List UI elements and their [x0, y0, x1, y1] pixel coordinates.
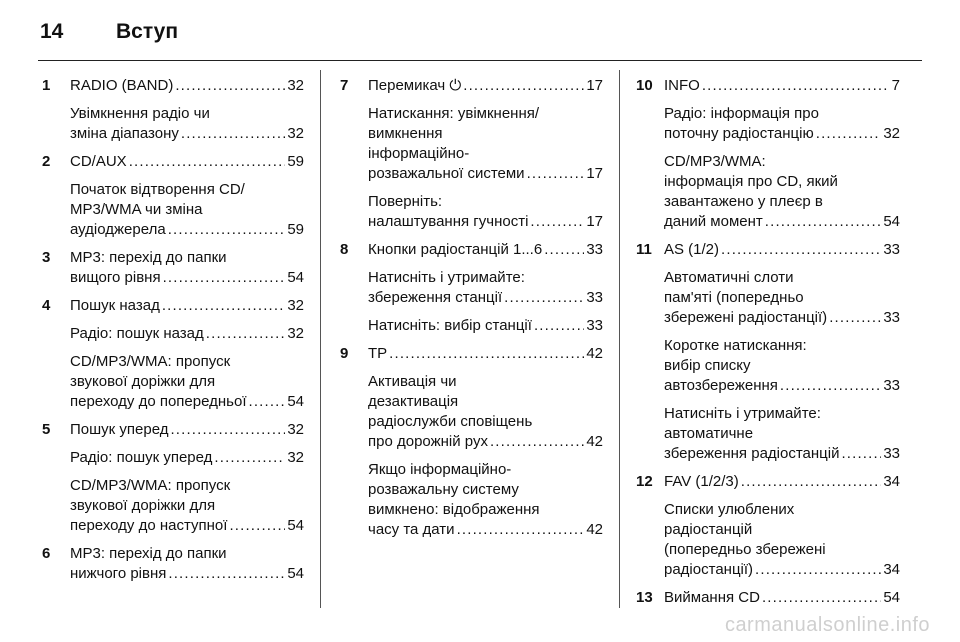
item-text: пам'яті (попередньо	[664, 289, 804, 306]
toc-item[interactable]	[70, 352, 304, 412]
toc-item[interactable]	[70, 448, 304, 468]
page-ref: 33	[883, 309, 900, 326]
item-text: збереження станції	[368, 289, 503, 306]
toc-entry	[42, 248, 304, 288]
toc-entry	[42, 544, 304, 584]
item-text: автоматичне	[664, 425, 754, 442]
page-title: Вступ	[116, 20, 179, 43]
dot-leader	[129, 152, 286, 172]
dot-leader	[463, 76, 584, 96]
toc-item[interactable]	[664, 104, 900, 144]
dot-leader	[829, 308, 881, 328]
toc-item[interactable]	[70, 152, 304, 172]
item-text: Перемикач ⏻	[368, 77, 462, 94]
item-text: Натисніть і утримайте:	[368, 269, 525, 286]
dot-leader	[702, 76, 890, 96]
page-ref: 33	[586, 289, 603, 306]
dot-leader	[741, 472, 882, 492]
page-ref: 59	[287, 153, 304, 170]
page-ref: 17	[586, 213, 603, 230]
entry-number: 5	[42, 421, 51, 438]
item-text: CD/MP3/WMA: пропуск	[70, 477, 231, 494]
page-ref: 32	[883, 125, 900, 142]
item-text: збереження радіостанцій	[664, 445, 840, 462]
entry-number: 3	[42, 249, 51, 266]
dot-leader	[389, 344, 584, 364]
toc-item[interactable]	[70, 296, 304, 316]
toc-item[interactable]	[664, 588, 900, 608]
toc-item[interactable]	[70, 76, 304, 96]
page-ref: 42	[586, 433, 603, 450]
page-ref: 34	[883, 561, 900, 578]
page-ref: 42	[586, 521, 603, 538]
item-text: завантажено у плеєр в	[664, 193, 823, 210]
dot-leader	[168, 564, 285, 584]
toc-item[interactable]	[664, 404, 900, 464]
item-text: TP	[368, 345, 388, 362]
toc-item[interactable]	[368, 460, 603, 540]
toc-item[interactable]	[664, 152, 900, 232]
item-text: радіослужби сповіщень	[368, 413, 533, 430]
entry-number: 12	[636, 473, 653, 490]
toc-item[interactable]	[70, 476, 304, 536]
page-ref: 33	[586, 241, 603, 258]
item-text: Початок відтворення CD/	[70, 181, 245, 198]
dot-leader	[229, 516, 285, 536]
item-text: Натисніть: вибір станції	[368, 317, 532, 334]
item-text: звукової доріжки для	[70, 497, 216, 514]
item-text: (попередньо збережені	[664, 541, 826, 558]
toc-entry	[42, 76, 304, 144]
toc-item[interactable]	[664, 240, 900, 260]
item-text: Радіо: інформація про	[664, 105, 819, 122]
item-text: часу та дати	[368, 521, 455, 538]
item-text: вищого рівня	[70, 269, 161, 286]
entry-number: 7	[340, 77, 349, 94]
entry-number: 13	[636, 589, 653, 606]
dot-leader	[249, 392, 286, 412]
page-ref: 33	[883, 445, 900, 462]
dot-leader	[504, 288, 584, 308]
dot-leader	[457, 520, 585, 540]
item-text: MP3/WMA чи зміна	[70, 201, 203, 218]
item-text: Якщо інформаційно-	[368, 461, 512, 478]
toc-entry	[636, 588, 900, 608]
dot-leader	[544, 240, 584, 260]
dot-leader	[181, 124, 285, 144]
item-text: Активація чи	[368, 373, 457, 390]
dot-leader	[175, 76, 285, 96]
dot-leader	[534, 316, 584, 336]
dot-leader	[765, 212, 882, 232]
page-ref: 17	[586, 165, 603, 182]
toc-item[interactable]	[664, 472, 900, 492]
item-text: про дорожній рух	[368, 433, 488, 450]
page-header	[38, 14, 922, 61]
toc-item[interactable]	[70, 180, 304, 240]
item-text: Радіо: пошук назад	[70, 325, 204, 342]
toc-item[interactable]	[368, 372, 603, 452]
item-text: переходу до попередньої	[70, 393, 247, 410]
toc-item[interactable]	[664, 500, 900, 580]
page-ref: 42	[586, 345, 603, 362]
item-text: CD/MP3/WMA:	[664, 153, 766, 170]
page-ref: 33	[586, 317, 603, 334]
item-text: нижчого рівня	[70, 565, 167, 582]
toc-item[interactable]	[664, 76, 900, 96]
dot-leader	[490, 432, 584, 452]
dot-leader	[755, 560, 881, 580]
toc-entry	[340, 240, 603, 336]
item-text: налаштування гучності	[368, 213, 529, 230]
page-ref: 54	[287, 565, 304, 582]
item-text: CD/AUX	[70, 153, 127, 170]
entry-number: 4	[42, 297, 51, 314]
page-ref: 7	[891, 77, 900, 94]
item-text: радіостанцій	[664, 521, 753, 538]
item-text: Поверніть:	[368, 193, 443, 210]
toc-entry	[636, 76, 900, 232]
item-text: RADIO (BAND)	[70, 77, 174, 94]
entry-number: 6	[42, 545, 51, 562]
toc-item[interactable]	[664, 336, 900, 396]
item-text: вимкнення	[368, 125, 443, 142]
item-text: звукової доріжки для	[70, 373, 216, 390]
item-text: Пошук назад	[70, 297, 160, 314]
page-ref: 54	[287, 269, 304, 286]
toc-item[interactable]	[70, 248, 304, 288]
dot-leader	[170, 420, 285, 440]
dot-leader	[162, 296, 285, 316]
item-text: аудіоджерела	[70, 221, 166, 238]
item-text: Увімкнення радіо чи	[70, 105, 210, 122]
toc-item[interactable]	[368, 268, 603, 308]
toc-column-3	[636, 76, 900, 616]
page-ref: 32	[287, 125, 304, 142]
page-ref: 54	[883, 213, 900, 230]
watermark: carmanualsonline.info	[724, 614, 930, 636]
page-number: 14	[40, 20, 64, 43]
item-text: Коротке натискання:	[664, 337, 807, 354]
entry-number: 2	[42, 153, 51, 170]
page-ref: 32	[287, 421, 304, 438]
toc-column-1	[42, 76, 304, 592]
dot-leader	[214, 448, 285, 468]
page-ref: 32	[287, 297, 304, 314]
dot-leader	[721, 240, 881, 260]
item-text: Натискання: увімкнення/	[368, 105, 540, 122]
page-ref: 17	[586, 77, 603, 94]
item-text: зміна діапазону	[70, 125, 179, 142]
toc-entry	[636, 240, 900, 464]
entry-number: 11	[636, 241, 652, 258]
page-ref: 32	[287, 449, 304, 466]
column-divider	[320, 70, 321, 608]
toc-item[interactable]	[70, 544, 304, 584]
item-text: Пошук уперед	[70, 421, 169, 438]
item-text: збережені радіостанції)	[664, 309, 828, 326]
dot-leader	[762, 588, 881, 608]
toc-item[interactable]	[368, 240, 603, 260]
item-text: CD/MP3/WMA: пропуск	[70, 353, 231, 370]
toc-entry	[636, 472, 900, 580]
toc-item[interactable]	[368, 316, 603, 336]
toc-item[interactable]	[664, 268, 900, 328]
item-text: розважальну систему	[368, 481, 519, 498]
item-text: вимкнено: відображення	[368, 501, 540, 518]
entry-number: 8	[340, 241, 349, 258]
entry-number: 10	[636, 77, 653, 94]
entry-number: 1	[42, 77, 51, 94]
item-text: поточну радіостанцію	[664, 125, 814, 142]
toc-item[interactable]	[368, 344, 603, 364]
item-text: MP3: перехід до папки	[70, 249, 227, 266]
toc-item[interactable]	[70, 420, 304, 440]
toc-item[interactable]	[368, 192, 603, 232]
item-text: Списки улюблених	[664, 501, 795, 518]
page-ref: 54	[287, 517, 304, 534]
page-ref: 59	[287, 221, 304, 238]
item-text: переходу до наступної	[70, 517, 228, 534]
toc-entry	[340, 344, 603, 540]
entry-number: 9	[340, 345, 349, 362]
page-ref: 32	[287, 325, 304, 342]
page-ref: 54	[287, 393, 304, 410]
item-text: вибір списку	[664, 357, 751, 374]
toc-item[interactable]	[70, 104, 304, 144]
page-ref: 33	[883, 377, 900, 394]
page-ref: 33	[883, 241, 900, 258]
toc-item[interactable]	[368, 76, 603, 96]
dot-leader	[163, 268, 286, 288]
item-text: MP3: перехід до папки	[70, 545, 227, 562]
toc-entry	[42, 296, 304, 412]
item-text: Натисніть і утримайте:	[664, 405, 821, 422]
item-text: дезактивація	[368, 393, 459, 410]
toc-entry	[42, 420, 304, 536]
toc-item[interactable]	[368, 104, 603, 184]
item-text: радіостанції)	[664, 561, 754, 578]
item-text: розважальної системи	[368, 165, 525, 182]
column-divider	[619, 70, 620, 608]
page-ref: 54	[883, 589, 900, 606]
item-text: Автоматичні слоти	[664, 269, 794, 286]
item-text: INFO	[664, 77, 700, 94]
toc-entry	[42, 152, 304, 240]
item-text: FAV (1/2/3)	[664, 473, 739, 490]
page-ref: 32	[287, 77, 304, 94]
item-text: даний момент	[664, 213, 763, 230]
item-text: AS (1/2)	[664, 241, 720, 258]
item-text: Виймання CD	[664, 589, 760, 606]
item-text: інформація про CD, який	[664, 173, 838, 190]
dot-leader	[168, 220, 286, 240]
item-text: автозбереження	[664, 377, 778, 394]
item-text: Кнопки радіостанцій 1...6	[368, 241, 543, 258]
toc-entry	[340, 76, 603, 232]
toc-column-2	[340, 76, 603, 548]
item-text: Радіо: пошук уперед	[70, 449, 213, 466]
dot-leader	[841, 444, 881, 464]
item-text: інформаційно-	[368, 145, 470, 162]
dot-leader	[206, 324, 286, 344]
dot-leader	[780, 376, 881, 396]
dot-leader	[530, 212, 584, 232]
page-ref: 34	[883, 473, 900, 490]
dot-leader	[816, 124, 882, 144]
dot-leader	[527, 164, 585, 184]
toc-item[interactable]	[70, 324, 304, 344]
